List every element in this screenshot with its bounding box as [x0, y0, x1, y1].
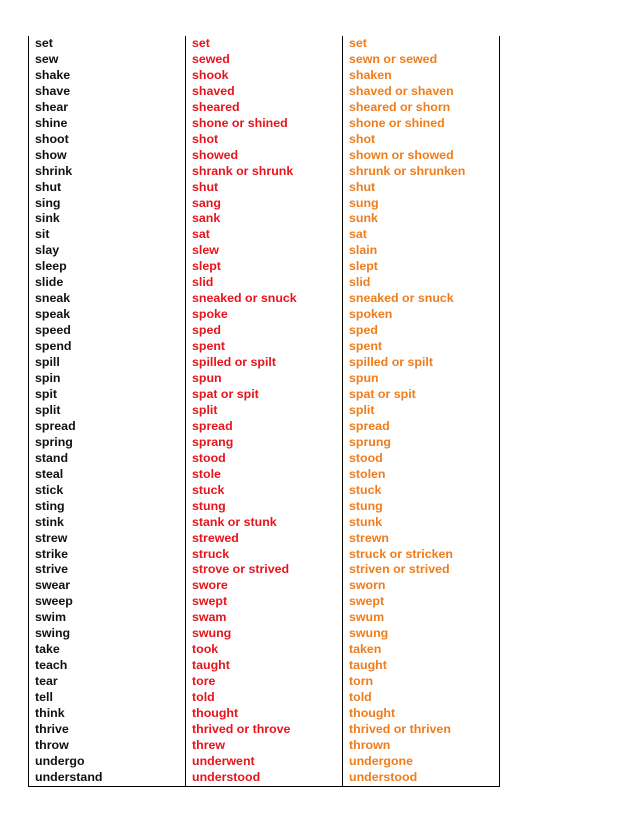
table-row — [29, 227, 500, 243]
past-participle-cell: stolen — [343, 467, 500, 483]
past-participle-cell: shrunk or shrunken — [343, 164, 500, 180]
table-row — [29, 291, 500, 307]
past-participle-cell: stood — [343, 451, 500, 467]
table-row — [29, 355, 500, 371]
past-simple-cell: sprang — [186, 435, 343, 451]
irregular-verb-table — [28, 36, 500, 787]
past-simple-cell: told — [186, 690, 343, 706]
past-simple-cell: shrank or shrunk — [186, 164, 343, 180]
past-simple-cell: sank — [186, 211, 343, 227]
past-simple-cell: shaved — [186, 84, 343, 100]
past-simple-cell: spent — [186, 339, 343, 355]
past-simple-cell: swam — [186, 610, 343, 626]
base-form-cell: sit — [29, 227, 186, 243]
past-participle-cell: sprung — [343, 435, 500, 451]
past-simple-cell: stank or stunk — [186, 515, 343, 531]
table-row — [29, 243, 500, 259]
past-simple-cell: shut — [186, 180, 343, 196]
past-participle-cell: stunk — [343, 515, 500, 531]
base-form-cell: speak — [29, 307, 186, 323]
table-row — [29, 36, 500, 52]
base-form-cell: speed — [29, 323, 186, 339]
base-form-cell: sing — [29, 196, 186, 212]
past-participle-cell: split — [343, 403, 500, 419]
past-participle-cell: spoken — [343, 307, 500, 323]
base-form-cell: shrink — [29, 164, 186, 180]
table-row — [29, 68, 500, 84]
past-participle-cell: sung — [343, 196, 500, 212]
past-participle-cell: spat or spit — [343, 387, 500, 403]
base-form-cell: spit — [29, 387, 186, 403]
table-row — [29, 116, 500, 132]
past-participle-cell: stung — [343, 499, 500, 515]
past-simple-cell: sewed — [186, 52, 343, 68]
past-participle-cell: swept — [343, 594, 500, 610]
base-form-cell: thrive — [29, 722, 186, 738]
past-participle-cell: swum — [343, 610, 500, 626]
past-participle-cell: told — [343, 690, 500, 706]
past-participle-cell: spilled or spilt — [343, 355, 500, 371]
base-form-cell: show — [29, 148, 186, 164]
base-form-cell: think — [29, 706, 186, 722]
table-row — [29, 211, 500, 227]
base-form-cell: undergo — [29, 754, 186, 770]
base-form-cell: spill — [29, 355, 186, 371]
table-row — [29, 483, 500, 499]
past-participle-cell: sunk — [343, 211, 500, 227]
table-row — [29, 547, 500, 563]
past-simple-cell: stung — [186, 499, 343, 515]
table-row — [29, 674, 500, 690]
past-participle-cell: thrived or thriven — [343, 722, 500, 738]
base-form-cell: tell — [29, 690, 186, 706]
base-form-cell: swear — [29, 578, 186, 594]
base-form-cell: strike — [29, 547, 186, 563]
table-row — [29, 339, 500, 355]
past-simple-cell: spoke — [186, 307, 343, 323]
base-form-cell: shear — [29, 100, 186, 116]
base-form-cell: shine — [29, 116, 186, 132]
past-participle-cell: sheared or shorn — [343, 100, 500, 116]
base-form-cell: stand — [29, 451, 186, 467]
past-simple-cell: strove or strived — [186, 562, 343, 578]
table-row — [29, 196, 500, 212]
table-row — [29, 531, 500, 547]
past-participle-cell: swung — [343, 626, 500, 642]
past-participle-cell: sewn or sewed — [343, 52, 500, 68]
table-row — [29, 164, 500, 180]
past-participle-cell: understood — [343, 770, 500, 786]
table-row — [29, 132, 500, 148]
base-form-cell: throw — [29, 738, 186, 754]
base-form-cell: tear — [29, 674, 186, 690]
table-row — [29, 626, 500, 642]
past-participle-cell: taken — [343, 642, 500, 658]
past-simple-cell: understood — [186, 770, 343, 786]
past-simple-cell: slid — [186, 275, 343, 291]
table-row — [29, 451, 500, 467]
base-form-cell: spin — [29, 371, 186, 387]
past-participle-cell: sworn — [343, 578, 500, 594]
past-simple-cell: spilled or spilt — [186, 355, 343, 371]
past-simple-cell: sped — [186, 323, 343, 339]
base-form-cell: teach — [29, 658, 186, 674]
base-form-cell: shake — [29, 68, 186, 84]
past-participle-cell: thought — [343, 706, 500, 722]
table-row — [29, 738, 500, 754]
table-row — [29, 658, 500, 674]
table-row — [29, 515, 500, 531]
table-row — [29, 100, 500, 116]
table-row — [29, 180, 500, 196]
past-participle-cell: spread — [343, 419, 500, 435]
table-row — [29, 323, 500, 339]
past-simple-cell: underwent — [186, 754, 343, 770]
base-form-cell: shoot — [29, 132, 186, 148]
past-participle-cell: sped — [343, 323, 500, 339]
past-simple-cell: spun — [186, 371, 343, 387]
past-simple-cell: sang — [186, 196, 343, 212]
table-row — [29, 275, 500, 291]
past-simple-cell: struck — [186, 547, 343, 563]
base-form-cell: strive — [29, 562, 186, 578]
table-row — [29, 435, 500, 451]
table-row — [29, 690, 500, 706]
past-simple-cell: sneaked or snuck — [186, 291, 343, 307]
past-participle-cell: strewn — [343, 531, 500, 547]
base-form-cell: shut — [29, 180, 186, 196]
verb-table-body — [29, 36, 500, 786]
past-simple-cell: swore — [186, 578, 343, 594]
past-participle-cell: sneaked or snuck — [343, 291, 500, 307]
past-simple-cell: tore — [186, 674, 343, 690]
past-simple-cell: thrived or throve — [186, 722, 343, 738]
past-simple-cell: swept — [186, 594, 343, 610]
past-participle-cell: struck or stricken — [343, 547, 500, 563]
table-row — [29, 419, 500, 435]
past-simple-cell: spread — [186, 419, 343, 435]
past-simple-cell: threw — [186, 738, 343, 754]
base-form-cell: strew — [29, 531, 186, 547]
past-simple-cell: slept — [186, 259, 343, 275]
table-row — [29, 706, 500, 722]
table-row — [29, 403, 500, 419]
past-simple-cell: swung — [186, 626, 343, 642]
base-form-cell: sneak — [29, 291, 186, 307]
base-form-cell: sting — [29, 499, 186, 515]
base-form-cell: take — [29, 642, 186, 658]
past-simple-cell: took — [186, 642, 343, 658]
past-participle-cell: spun — [343, 371, 500, 387]
base-form-cell: swing — [29, 626, 186, 642]
table-row — [29, 754, 500, 770]
past-simple-cell: taught — [186, 658, 343, 674]
base-form-cell: stink — [29, 515, 186, 531]
past-participle-cell: undergone — [343, 754, 500, 770]
past-participle-cell: shaved or shaven — [343, 84, 500, 100]
base-form-cell: spread — [29, 419, 186, 435]
base-form-cell: spring — [29, 435, 186, 451]
past-participle-cell: shown or showed — [343, 148, 500, 164]
table-row — [29, 722, 500, 738]
base-form-cell: sleep — [29, 259, 186, 275]
table-row — [29, 148, 500, 164]
base-form-cell: slide — [29, 275, 186, 291]
past-participle-cell: taught — [343, 658, 500, 674]
past-simple-cell: thought — [186, 706, 343, 722]
table-row — [29, 770, 500, 786]
past-simple-cell: shone or shined — [186, 116, 343, 132]
base-form-cell: steal — [29, 467, 186, 483]
past-simple-cell: stole — [186, 467, 343, 483]
table-row — [29, 578, 500, 594]
past-simple-cell: strewed — [186, 531, 343, 547]
base-form-cell: spend — [29, 339, 186, 355]
base-form-cell: sink — [29, 211, 186, 227]
past-simple-cell: sat — [186, 227, 343, 243]
past-participle-cell: shot — [343, 132, 500, 148]
past-participle-cell: stuck — [343, 483, 500, 499]
past-simple-cell: shot — [186, 132, 343, 148]
past-simple-cell: sheared — [186, 100, 343, 116]
past-simple-cell: shook — [186, 68, 343, 84]
base-form-cell: shave — [29, 84, 186, 100]
past-simple-cell: set — [186, 36, 343, 52]
table-row — [29, 371, 500, 387]
base-form-cell: slay — [29, 243, 186, 259]
base-form-cell: understand — [29, 770, 186, 786]
table-row — [29, 259, 500, 275]
table-row — [29, 387, 500, 403]
past-simple-cell: spat or spit — [186, 387, 343, 403]
base-form-cell: sew — [29, 52, 186, 68]
past-simple-cell: slew — [186, 243, 343, 259]
table-row — [29, 642, 500, 658]
base-form-cell: split — [29, 403, 186, 419]
past-participle-cell: shut — [343, 180, 500, 196]
past-participle-cell: sat — [343, 227, 500, 243]
past-simple-cell: showed — [186, 148, 343, 164]
past-participle-cell: torn — [343, 674, 500, 690]
table-row — [29, 84, 500, 100]
base-form-cell: swim — [29, 610, 186, 626]
past-participle-cell: shone or shined — [343, 116, 500, 132]
table-row — [29, 594, 500, 610]
table-row — [29, 562, 500, 578]
past-participle-cell: set — [343, 36, 500, 52]
past-participle-cell: slept — [343, 259, 500, 275]
table-row — [29, 52, 500, 68]
base-form-cell: sweep — [29, 594, 186, 610]
past-simple-cell: stuck — [186, 483, 343, 499]
table-row — [29, 499, 500, 515]
past-simple-cell: split — [186, 403, 343, 419]
table-row — [29, 307, 500, 323]
past-participle-cell: striven or strived — [343, 562, 500, 578]
past-participle-cell: thrown — [343, 738, 500, 754]
base-form-cell: stick — [29, 483, 186, 499]
past-participle-cell: spent — [343, 339, 500, 355]
past-simple-cell: stood — [186, 451, 343, 467]
table-row — [29, 610, 500, 626]
table-row — [29, 467, 500, 483]
past-participle-cell: shaken — [343, 68, 500, 84]
base-form-cell: set — [29, 36, 186, 52]
past-participle-cell: slid — [343, 275, 500, 291]
past-participle-cell: slain — [343, 243, 500, 259]
